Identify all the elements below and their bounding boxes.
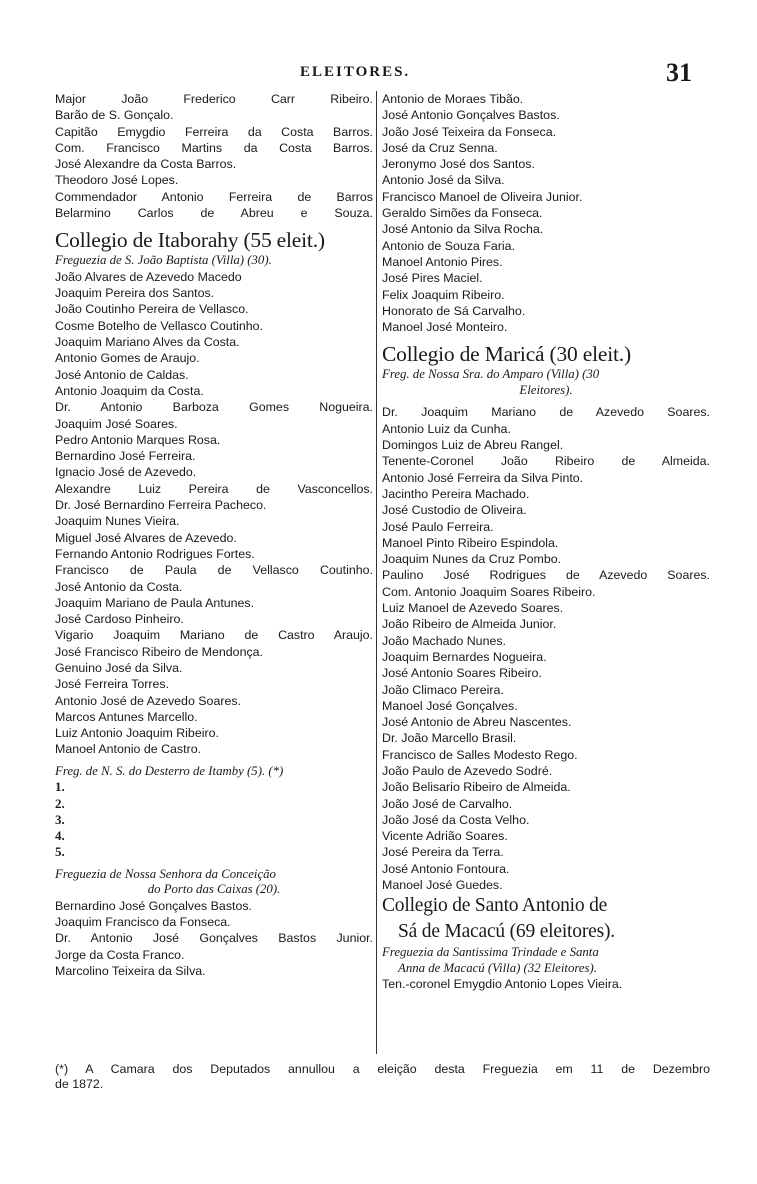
list-item: Joaquim Mariano Alves da Costa. — [55, 335, 240, 350]
list-item: Jorge da Costa Franco. — [55, 947, 185, 962]
marica-list — [382, 404, 710, 893]
college-macacu-heading: Collegio de Santo Antonio de — [382, 895, 608, 917]
list-item: Antonio de Moraes Tibão. — [382, 92, 524, 106]
list-item: Joaquim Nunes da Cruz Pombo. — [382, 552, 562, 567]
list-item: Honorato de Sá Carvalho. — [382, 303, 526, 318]
list-item: Manoel Pinto Ribeiro Espindola. — [382, 535, 559, 550]
list-item: José Ferreira Torres. — [55, 677, 170, 692]
column-divider — [376, 91, 377, 1054]
list-item: Jeronymo José dos Santos. — [382, 157, 535, 172]
list-item: Genuino José da Silva. — [55, 661, 183, 675]
list-item: Ignacio José de Azevedo. — [55, 465, 197, 480]
list-item: Com. Francisco Martins da Costa Barros. — [55, 140, 373, 155]
list-item: 4. — [55, 828, 65, 844]
list-item: 1. — [55, 779, 65, 795]
list-item: Manoel José Monteiro. — [382, 320, 508, 335]
list-item: José Cardoso Pinheiro. — [55, 612, 184, 627]
list-item: Paulino José Rodrigues de Azevedo Soares. — [382, 568, 710, 583]
macacu-list — [382, 976, 710, 992]
parish-itamby-heading: Freg. de N. S. do Desterro de Itamby (5). (*) — [55, 763, 284, 778]
list-item: 5. — [55, 844, 65, 860]
running-title: ELEITORES. — [300, 64, 411, 80]
college-itaborahy-heading: Collegio de Itaborahy (55 eleit.) — [55, 228, 325, 253]
list-item: Joaquim Bernardes Nogueira. — [382, 649, 547, 664]
list-item: João Paulo de Azevedo Sodré. — [382, 763, 553, 778]
list-item: José Pires Maciel. — [382, 271, 483, 286]
list-item: Manoel Antonio de Castro. — [55, 742, 202, 757]
list-item: José Paulo Ferreira. — [382, 519, 494, 534]
list-item: Com. Antonio Joaquim Soares Ribeiro. — [382, 584, 596, 599]
list-item: Belarmino Carlos de Abreu e Souza. — [55, 206, 373, 221]
list-item: Bernardino José Gonçalves Bastos. — [55, 898, 252, 913]
college-marica-heading: Collegio de Maricá (30 eleit.) — [382, 342, 631, 367]
list-item: Antonio de Souza Faria. — [382, 238, 515, 253]
parish-marica-heading-cont: Eleitores). — [519, 382, 573, 397]
list-item: Joaquim José Soares. — [55, 416, 178, 431]
list-item: Antonio José Ferreira da Silva Pinto. — [382, 470, 584, 485]
parish-macacu-heading: Freguezia da Santissima Trindade e Santa — [382, 945, 599, 960]
list-item: José Custodio de Oliveira. — [382, 503, 527, 518]
list-item: Marcolino Teixeira da Silva. — [55, 963, 206, 978]
list-item: José Antonio Fontoura. — [382, 861, 510, 876]
list-item: Tenente-Coronel João Ribeiro de Almeida. — [382, 454, 710, 469]
list-item: Jacintho Pereira Machado. — [382, 486, 530, 501]
sjb-list — [55, 269, 373, 758]
list-item: Dr. Joaquim Mariano de Azevedo Soares. — [382, 405, 710, 420]
list-item: Barão de S. Gonçalo. — [55, 108, 174, 123]
list-item: Marcos Antunes Marcello. — [55, 709, 198, 724]
list-item: 2. — [55, 795, 65, 811]
list-item: Francisco Manoel de Oliveira Junior. — [382, 189, 583, 204]
list-item: Joaquim Pereira dos Santos. — [55, 286, 215, 301]
itamby-list — [55, 779, 373, 860]
list-item: Bernardino José Ferreira. — [55, 449, 196, 464]
footnote-line: (*) A Camara dos Deputados annullou a eleição desta Freguezia em 11 de Dezembro — [55, 1062, 710, 1076]
list-item: José Antonio Soares Ribeiro. — [382, 666, 542, 681]
list-item: Manoel Antonio Pires. — [382, 254, 503, 269]
list-item: Major João Frederico Carr Ribeiro. — [55, 92, 373, 106]
left-top-list — [55, 91, 373, 221]
list-item: Luiz Manoel de Azevedo Soares. — [382, 601, 564, 616]
list-item: Antonio José de Azevedo Soares. — [55, 693, 241, 708]
list-item: José Pereira da Terra. — [382, 845, 504, 860]
list-item: Vigario Joaquim Mariano de Castro Araujo. — [55, 628, 373, 643]
list-item: João Alvares de Azevedo Macedo — [55, 269, 242, 284]
list-item: Pedro Antonio Marques Rosa. — [55, 432, 221, 447]
list-item: Fernando Antonio Rodrigues Fortes. — [55, 546, 255, 561]
list-item: Manoel José Guedes. — [382, 878, 503, 893]
list-item: Joaquim Mariano de Paula Antunes. — [55, 595, 255, 610]
list-item: Antonio Gomes de Araujo. — [55, 351, 200, 366]
list-item: Antonio Joaquim da Costa. — [55, 383, 204, 398]
list-item: José da Cruz Senna. — [382, 140, 498, 155]
list-item: Felix Joaquim Ribeiro. — [382, 287, 505, 302]
list-item: Capitão Emygdio Ferreira da Costa Barros. — [55, 124, 373, 139]
porto-list — [55, 898, 373, 979]
list-item: Joaquim Francisco da Fonseca. — [55, 915, 231, 930]
footnote-line: de 1872. — [55, 1077, 104, 1091]
list-item: Cosme Botelho de Vellasco Coutinho. — [55, 318, 264, 333]
page-header — [0, 58, 757, 87]
list-item: Dr. José Bernardino Ferreira Pacheco. — [55, 498, 267, 513]
parish-porto-heading: Freguezia de Nossa Senhora da Conceição — [55, 866, 276, 881]
list-item: Antonio Luiz da Cunha. — [382, 421, 511, 436]
list-item: Geraldo Simões da Fonseca. — [382, 206, 543, 221]
list-item: Ten.-coronel Emygdio Antonio Lopes Vieira. — [382, 977, 623, 992]
parish-sjb-heading: Freguezia de S. João Baptista (Villa) (30). — [55, 253, 272, 268]
list-item: João José Teixeira da Fonseca. — [382, 124, 557, 139]
list-item: José Antonio Gonçalves Bastos. — [382, 108, 560, 123]
left-column — [55, 91, 373, 979]
list-item: Manoel José Gonçalves. — [382, 698, 518, 713]
list-item: João José de Carvalho. — [382, 796, 513, 811]
list-item: João Belisario Ribeiro de Almeida. — [382, 780, 571, 795]
college-macacu-heading-cont: Sá de Macacú (69 eleitores). — [398, 921, 615, 943]
right-column — [382, 91, 710, 993]
list-item: José Alexandre da Costa Barros. — [55, 157, 237, 172]
list-item: José Antonio de Caldas. — [55, 367, 189, 382]
list-item: José Antonio da Costa. — [55, 579, 183, 594]
list-item: João Machado Nunes. — [382, 633, 506, 648]
list-item: Luiz Antonio Joaquim Ribeiro. — [55, 726, 219, 741]
list-item: José Antonio da Silva Rocha. — [382, 222, 544, 237]
parish-macacu-heading-cont: Anna de Macacú (Villa) (32 Eleitores). — [398, 960, 598, 975]
parish-porto-heading-cont: do Porto das Caixas (20). — [147, 882, 281, 897]
list-item: Joaquim Nunes Vieira. — [55, 514, 180, 529]
list-item: Francisco de Paula de Vellasco Coutinho. — [55, 563, 373, 578]
list-item: João José da Costa Velho. — [382, 812, 530, 827]
list-item: João Coutinho Pereira de Vellasco. — [55, 302, 249, 317]
list-item: Commendador Antonio Ferreira de Barros — [55, 189, 373, 204]
list-item: Francisco de Salles Modesto Rego. — [382, 747, 578, 762]
parish-marica-heading: Freg. de Nossa Sra. do Amparo (Villa) (30 — [382, 367, 600, 382]
list-item: Dr. João Marcello Brasil. — [382, 731, 517, 746]
list-item: Dr. Antonio José Gonçalves Bastos Junior. — [55, 931, 373, 946]
list-item: Vicente Adrião Soares. — [382, 829, 508, 844]
list-item: José Francisco Ribeiro de Mendonça. — [55, 644, 263, 659]
footnote — [55, 1062, 710, 1092]
page-number: 31 — [666, 58, 692, 87]
list-item: Miguel José Alvares de Azevedo. — [55, 530, 237, 545]
list-item: Dr. Antonio Barboza Gomes Nogueira. — [55, 400, 373, 415]
list-item: Alexandre Luiz Pereira de Vasconcellos. — [55, 481, 373, 496]
list-item: Domingos Luiz de Abreu Rangel. — [382, 438, 564, 453]
right-top-list — [382, 91, 710, 335]
list-item: Theodoro José Lopes. — [55, 173, 179, 188]
list-item: José Antonio de Abreu Nascentes. — [382, 715, 572, 730]
list-item: João Climaco Pereira. — [382, 682, 504, 697]
list-item: João Ribeiro de Almeida Junior. — [382, 617, 557, 632]
list-item: 3. — [55, 811, 65, 827]
list-item: Antonio José da Silva. — [382, 173, 505, 188]
